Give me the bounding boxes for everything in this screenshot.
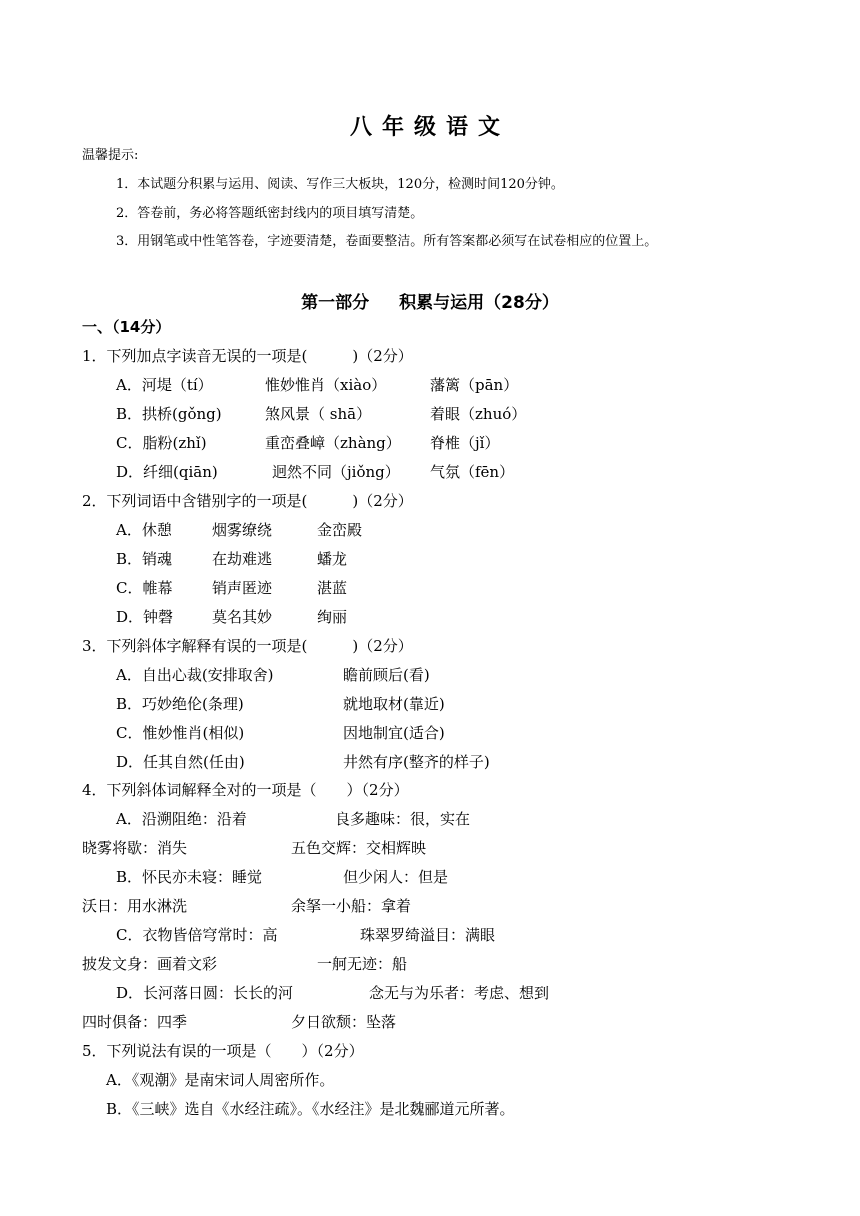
q1-option-d-3: 气氛（fēn） — [430, 463, 515, 481]
q1-option-b: B．拱桥(gǒng) — [116, 405, 222, 423]
q2-option-d: D．钟磬 — [116, 608, 174, 626]
notice-label: 温馨提示: — [82, 148, 139, 163]
q2-option-a-3: 金峦殿 — [317, 521, 363, 539]
q4-line-2a: 晓雾将歇：消失 — [82, 839, 188, 857]
q4-line-8b: 夕日欲颓：坠落 — [291, 1013, 397, 1031]
q4-line-1a: A．沿溯阻绝：沿着 — [116, 810, 247, 828]
q5-option-b: B．《三峡》选自《水经注疏》。《水经注》是北魏郦道元所著。 — [106, 1100, 515, 1118]
q1-stem: 1．下列加点字读音无误的一项是( )（2分） — [82, 347, 413, 365]
q1-option-c-3: 脊椎（jǐ） — [430, 434, 500, 452]
q1-option-a-2: 惟妙惟肖（xiào） — [265, 376, 387, 394]
q4-line-5a: C．衣物皆倍穹常时：高 — [116, 926, 278, 944]
q1-option-c: C．脂粉(zhǐ) — [116, 434, 207, 452]
q1-option-d: D．纤细(qiān) — [116, 463, 218, 481]
section-title: 积累与运用（28分） — [399, 293, 559, 313]
notice-item-3: 3．用钢笔或中性笔答卷，字迹要清楚，卷面要整洁。所有答案都必须写在试卷相应的位置上。 — [116, 234, 658, 249]
section-name: 第一部分 — [301, 293, 370, 313]
q2-option-b-3: 蟠龙 — [317, 550, 348, 568]
q4-line-5b: 珠翠罗绮溢目：满眼 — [360, 926, 496, 944]
q3-option-b: B．巧妙绝伦(条理) — [116, 695, 244, 713]
q1-option-d-2: 迥然不同（jiǒng） — [272, 463, 400, 481]
q2-option-c: C．帷幕 — [116, 579, 173, 597]
q4-line-6a: 披发文身：画着文彩 — [82, 955, 218, 973]
q4-line-2b: 五色交辉：交相辉映 — [291, 839, 427, 857]
q4-line-3a: B．怀民亦未寝：睡觉 — [116, 868, 263, 886]
q3-option-d: D．任其自然(任由) — [116, 753, 245, 771]
q5-stem: 5．下列说法有误的一项是（ ）（2分） — [82, 1042, 364, 1060]
q2-option-a: A．休憩 — [116, 521, 172, 539]
q4-line-4b: 余拏一小船：拿着 — [291, 897, 412, 915]
q4-line-8a: 四时俱备：四季 — [82, 1013, 188, 1031]
q3-option-c-2: 因地制宜(适合) — [343, 724, 445, 742]
q4-line-3b: 但少闲人：但是 — [343, 868, 449, 886]
page-title: 八年级语文 — [349, 115, 510, 140]
q3-option-a-2: 瞻前顾后(看) — [343, 666, 430, 684]
q3-option-b-2: 就地取材(靠近) — [343, 695, 445, 713]
q2-option-b-2: 在劫难逃 — [212, 550, 273, 568]
section-heading — [0, 288, 860, 313]
q5-option-a: A．《观潮》是南宋词人周密所作。 — [106, 1071, 335, 1089]
q3-option-d-2: 井然有序(整齐的样子) — [343, 753, 490, 771]
q2-option-d-2: 莫名其妙 — [212, 608, 273, 626]
q1-option-c-2: 重峦叠嶂（zhàng） — [265, 434, 401, 452]
q4-line-7a: D．长河落日圆：长长的河 — [116, 984, 294, 1002]
part-one-heading: 一、（14分） — [82, 318, 171, 336]
q2-option-d-3: 绚丽 — [317, 608, 348, 626]
q3-stem: 3．下列斜体字解释有误的一项是( )（2分） — [82, 637, 413, 655]
q1-option-a: A．河堤（tí） — [116, 376, 213, 394]
q1-option-b-3: 着眼（zhuó） — [430, 405, 527, 423]
q2-option-a-2: 烟雾缭绕 — [212, 521, 273, 539]
q4-line-1b: 良多趣味：很，实在 — [335, 810, 471, 828]
q4-stem: 4．下列斜体词解释全对的一项是（ ）（2分） — [82, 781, 409, 799]
q2-option-c-3: 湛蓝 — [317, 579, 348, 597]
q1-option-b-2: 煞风景（ shā） — [265, 405, 372, 423]
q3-option-a: A．自出心裁(安排取舍) — [116, 666, 274, 684]
q2-stem: 2．下列词语中含错别字的一项是( )（2分） — [82, 492, 413, 510]
q4-line-4a: 沃日：用水淋洗 — [82, 897, 188, 915]
q3-option-c: C．惟妙惟肖(相似) — [116, 724, 245, 742]
q4-line-7b: 念无与为乐者：考虑、想到 — [369, 984, 550, 1002]
notice-item-1: 1．本试题分积累与运用、阅读、写作三大板块，120分，检测时间120分钟。 — [116, 177, 564, 192]
q2-option-c-2: 销声匿迹 — [212, 579, 273, 597]
notice-item-2: 2．答卷前，务必将答题纸密封线内的项目填写清楚。 — [116, 206, 424, 221]
q4-line-6b: 一舸无迹：船 — [317, 955, 408, 973]
q1-option-a-3: 藩篱（pān） — [430, 376, 519, 394]
q2-option-b: B．销魂 — [116, 550, 173, 568]
